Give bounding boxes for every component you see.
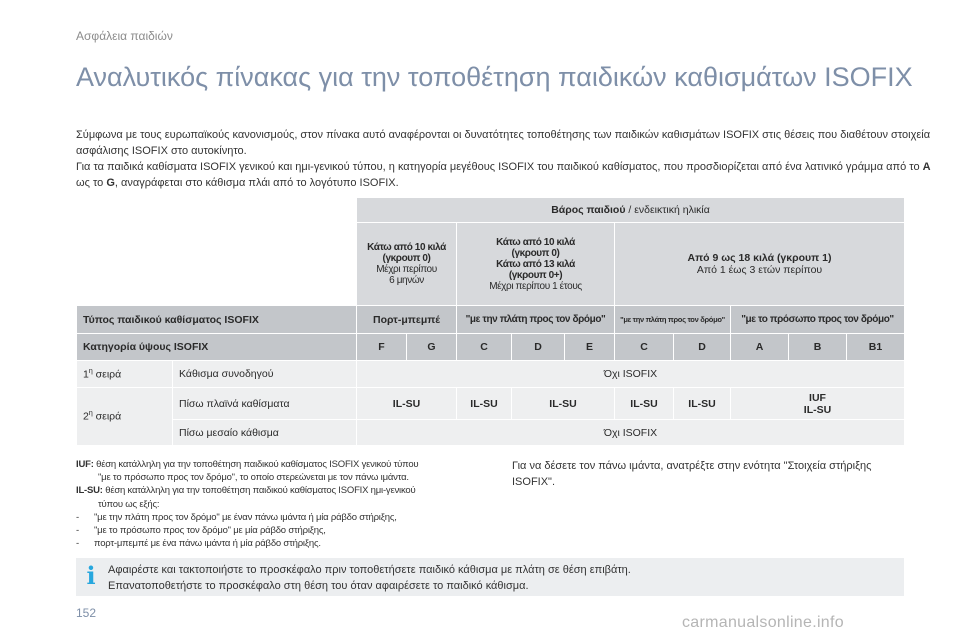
group0plus-group-2: (γκρουπ 0+) — [508, 269, 563, 281]
note-iuf-cont: "με το πρόσωπο προς τον δρόμο", το οποίο στερεώνεται με τον πάνω ιμάντα. — [98, 472, 409, 484]
intro-p2-part-a: Για τα παιδικά καθίσματα ISOFIX γενικού και ημι-γενικού τύπου, η κατηγορία μεγέθους ISOFIX του παιδικού καθίσματος, που προσδιορίζεται από ένα λατινικό γράμμα από το — [76, 161, 923, 173]
note-ilsu-label: IL-SU: — [76, 485, 103, 497]
note-item-text: "με το πρόσωπο προς τον δρόμο" με μία ράβδο στήριξης, — [94, 525, 326, 537]
row-2a-cell: IL-SU — [674, 388, 731, 420]
category-cell: C — [615, 334, 674, 361]
info-text — [108, 562, 888, 594]
group0-age-1: Μέχρι περίπου — [376, 264, 437, 275]
category-label: Κατηγορία ύψους ISOFIX — [77, 334, 357, 361]
weight-group-1 — [615, 223, 905, 306]
row-2a-cell: IL-SU — [457, 388, 512, 420]
info-icon: i — [86, 561, 96, 590]
type-carrycot: Πορτ-μπεμπέ — [357, 306, 457, 334]
note-iuf-line1: θέση κατάλληλη για την τοποθέτηση παιδικού καθίσματος ISOFIX γενικού τύπου — [96, 459, 419, 470]
info-line-1: Αφαιρέστε και τακτοποιήστε το προσκέφαλο πριν τοποθετήσετε παιδικό κάθισμα με πλάτη σε θέση επιβάτη. — [108, 564, 631, 576]
category-cell: C — [457, 334, 512, 361]
row-1-sup: η — [88, 367, 93, 375]
section-header: Ασφάλεια παιδιών — [76, 29, 173, 43]
category-cell: G — [407, 334, 457, 361]
note-item — [76, 511, 501, 524]
note-ilsu-cont: τύπου ως εξής: — [98, 498, 160, 510]
intro-text — [76, 127, 936, 191]
row-2a-iuf: IUF — [809, 391, 826, 404]
weight-header-rest: / ενδεικτική ηλικία — [625, 204, 710, 216]
intro-p2-letter-a: A — [922, 161, 931, 173]
intro-paragraph-1: Σύμφωνα με τους ευρωπαϊκούς κανονισμούς, στον πίνακα αυτό αναφέρονται οι δυνατότητες τοποθέτησης των παιδικών καθισμάτων ISOFIX στις θέσεις που διαθέτουν στοιχεία ασφάλισης ISOFIX στο αυτοκίνητο. — [76, 129, 931, 157]
note-dash: - — [76, 511, 79, 523]
row-2a-forward-cell — [731, 388, 905, 420]
group1-weight: Από 9 ως 18 κιλά (γκρουπ 1) — [687, 252, 832, 264]
category-cell: E — [565, 334, 615, 361]
info-box — [76, 558, 904, 596]
note-iuf — [76, 458, 501, 471]
group1-age: Από 1 έως 3 ετών περίπου — [696, 264, 823, 276]
row-2-sup: η — [88, 410, 93, 418]
info-line-2: Επανατοποθετήστε το προσκέφαλο στη θέση του όταν αφαιρέσετε το παιδικό κάθισμα. — [108, 580, 529, 592]
group0plus-age: Μέχρι περίπου 1 έτους — [489, 280, 582, 292]
category-cell: A — [731, 334, 789, 361]
note-item-text: "με την πλάτη προς τον δρόμο" με έναν πάνω ιμάντα ή μία ράβδο στήριξης, — [94, 511, 397, 523]
intro-paragraph-2 — [76, 159, 936, 191]
type-label: Τύπος παιδικού καθίσματος ISOFIX — [77, 306, 357, 334]
type-forward-facing: "με το πρόσωπο προς τον δρόμο" — [731, 306, 905, 334]
note-iuf-label: IUF: — [76, 459, 94, 470]
note-item-text: πορτ-μπεμπέ με ένα πάνω ιμάντα ή μία ράβδο στήριξης. — [94, 538, 321, 550]
note-item — [76, 524, 501, 537]
note-ilsu-line1: θέση κατάλληλη για την τοποθέτηση παιδικού καθίσματος ISOFIX ημι-γενικού — [105, 485, 416, 497]
table-corner-empty — [77, 198, 357, 223]
row-1-seat: Κάθισμα συνοδηγού — [173, 361, 357, 388]
note-ilsu — [76, 484, 501, 497]
weight-header-bold: Βάρος παιδιού — [551, 204, 626, 216]
type-rear-facing-1: "με την πλάτη προς τον δρόμο" — [457, 306, 615, 334]
category-cell: D — [512, 334, 565, 361]
page-title: Αναλυτικός πίνακας για την τοποθέτηση παιδικών καθισμάτων ISOFIX — [76, 62, 913, 92]
intro-p2-part-c: , αναγράφεται στο κάθισμα πλάι από το λογότυπο ISOFIX. — [114, 177, 399, 189]
isofix-table — [76, 197, 905, 446]
weight-header — [357, 198, 905, 223]
intro-p2-part-b: ως το — [76, 177, 107, 189]
row-2a-ilsu: IL-SU — [803, 403, 832, 416]
note-dash: - — [76, 525, 79, 537]
table-corner-empty-2 — [77, 223, 357, 306]
row-2-label — [77, 388, 173, 446]
category-cell: D — [674, 334, 731, 361]
row-1-num: 1 — [83, 368, 89, 381]
intro-p2-letter-g: G — [106, 177, 115, 189]
group0plus-group-1: (γκρουπ 0) — [511, 247, 560, 259]
note-item — [76, 537, 501, 550]
row-2a-cell: IL-SU — [512, 388, 615, 420]
row-2a-seat: Πίσω πλαϊνά καθίσματα — [173, 388, 357, 420]
row-2b-seat: Πίσω μεσαίο κάθισμα — [173, 420, 357, 446]
row-1-rest: σειρά — [92, 368, 122, 381]
group0plus-weight-1: Κάτω από 10 κιλά — [496, 236, 575, 248]
weight-group-0 — [357, 223, 457, 306]
watermark: carmanualsonline.info — [682, 614, 844, 631]
row-1-value: Όχι ISOFIX — [357, 361, 905, 388]
page-number: 152 — [76, 606, 97, 620]
row-1-label — [77, 361, 173, 388]
weight-group-0plus — [457, 223, 615, 306]
note-dash: - — [76, 538, 79, 550]
row-2-num: 2 — [83, 410, 89, 423]
type-rear-facing-2: "με την πλάτη προς τον δρόμο" — [615, 306, 731, 334]
row-2a-cell: IL-SU — [615, 388, 674, 420]
see-also-text: Για να δέσετε τον πάνω ιμάντα, ανατρέξτε στην ενότητα "Στοιχεία στήριξης ISOFIX". — [512, 460, 872, 488]
group0-age-2: 6 μηνών — [389, 275, 424, 286]
category-cell: F — [357, 334, 407, 361]
row-2a-cell: IL-SU — [357, 388, 457, 420]
row-2-rest: σειρά — [92, 410, 122, 423]
legend-notes — [76, 458, 501, 550]
group0-group: (γκρουπ 0) — [382, 253, 431, 264]
category-cell: B1 — [847, 334, 905, 361]
row-2b-value: Όχι ISOFIX — [357, 420, 905, 446]
category-cell: B — [789, 334, 847, 361]
group0plus-weight-2: Κάτω από 13 κιλά — [496, 258, 575, 270]
group0-weight: Κάτω από 10 κιλά — [367, 242, 446, 253]
